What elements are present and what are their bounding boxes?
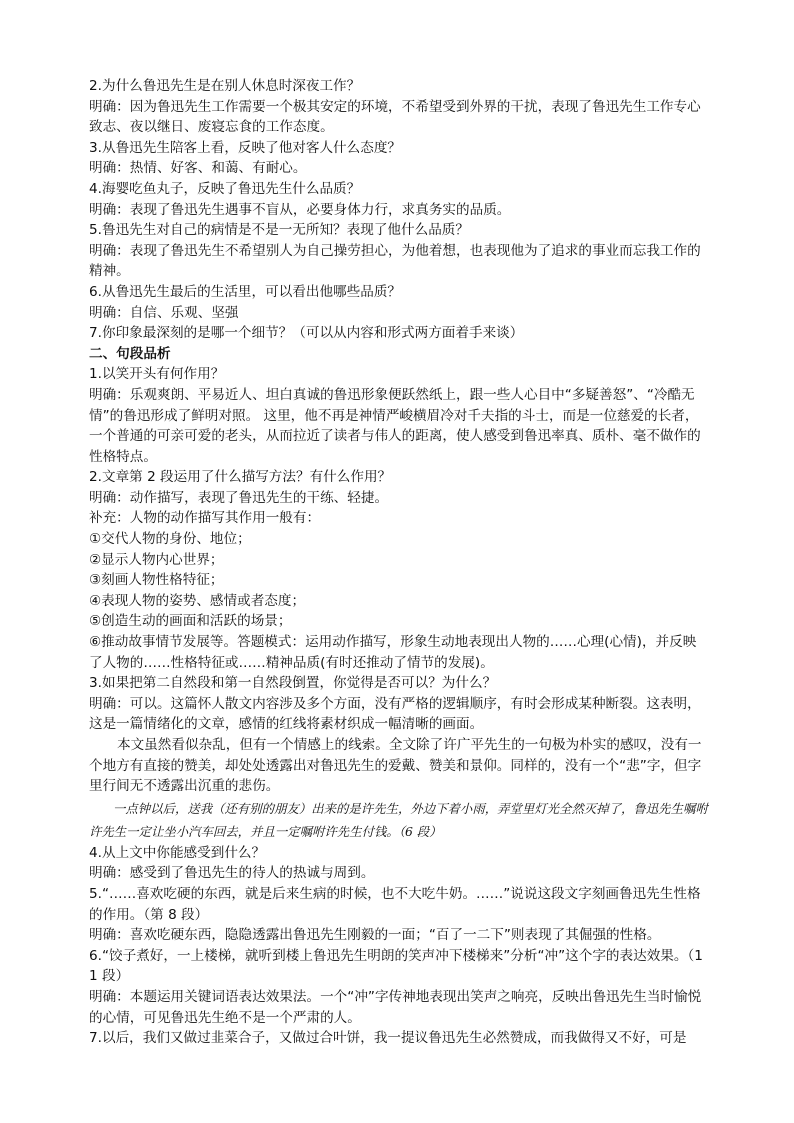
question-4: 4.海婴吃鱼丸子，反映了鲁迅先生什么品质？ <box>89 180 361 197</box>
question-6: 6.从鲁迅先生最后的生活里，可以看出他哪些品质？ <box>89 283 402 300</box>
analysis-question-7: 7.以后，我们又做过韭菜合子，又做过合叶饼，我一提议鲁迅先生必然赞成，而我做得又不好，可是 <box>89 1030 687 1047</box>
answer-3: 明确：热情、好客、和蔼、有耐心。 <box>89 160 307 177</box>
answer-5: 明确：表现了鲁迅先生不希望别人为自己操劳担心，为他着想，也表现他为了追求的事业而忘我工作的精神。 <box>89 242 701 280</box>
answer-2: 明确：因为鲁迅先生工作需要一个极其安定的环境，不希望受到外界的干扰，表现了鲁迅先生工作专心致志、夜以继日、废寝忘食的工作态度。 <box>89 98 701 136</box>
supplement-item-1: ①交代人物的身份、地位； <box>89 531 251 548</box>
question-7: 7.你印象最深刻的是哪一个细节？（可以从内容和形式两方面着手来谈） <box>89 325 524 342</box>
supplement-item-5: ⑤创造生动的画面和活跃的场景； <box>89 613 292 630</box>
question-5: 5.鲁迅先生对自己的病情是不是一无所知？表现了他什么品质？ <box>89 222 469 239</box>
supplement-item-2: ②显示人物内心世界； <box>89 551 224 568</box>
analysis-answer-2: 明确：动作描写，表现了鲁迅先生的干练、轻捷。 <box>89 489 389 506</box>
supplement-item-6: ⑥推动故事情节发展等。答题模式：运用动作描写，形象生动地表现出人物的……心理(心情)，并反映了人物的……性格特征或……精神品质(有时还推动了情节的发展)。 <box>89 634 697 671</box>
analysis-answer-5: 明确：喜欢吃硬东西，隐隐透露出鲁迅先生刚毅的一面；“百了一二下”则表现了其倔强的性格。 <box>89 927 661 944</box>
analysis-question-6: 6.“饺子煮好，一上楼梯，就听到楼上鲁迅先生明朗的笑声冲下楼梯来”分析“冲”这个字的表达效果。（11 段） <box>89 947 703 985</box>
supplement-item-3: ③刻画人物性格特征； <box>89 572 224 589</box>
analysis-answer-1: 明确：乐观爽朗、平易近人、坦白真诚的鲁迅形象便跃然纸上，跟一些人心目中“多疑善怒”、“冷酷无情”的鲁迅形成了鲜明对照。 这里，他不再是神情严峻横眉冷对千夫指的斗士，而是一位慈爱的长者，一个普通的可亲可爱的老头，从而拉近了读者与伟人的距离，使人感受到鲁迅率真、质朴、毫不做作的性格特点。 <box>89 386 701 465</box>
analysis-question-4: 4.从上文中你能感受到什么？ <box>89 844 266 861</box>
question-2: 2.为什么鲁迅先生是在别人休息时深夜工作？ <box>89 78 361 94</box>
supplement-intro: 补充：人物的动作描写其作用一般有： <box>89 510 321 527</box>
question-3: 3.从鲁迅先生陪客上看，反映了他对客人什么态度？ <box>89 139 402 156</box>
analysis-question-5: 5.“……喜欢吃硬的东西，就是后来生病的时候，也不大吃牛奶。……”说说这段文字刻画鲁迅先生性格的作用。（第 8 段） <box>89 885 701 923</box>
analysis-paragraph: 本文虽然看似杂乱，但有一个情感上的线索。全文除了许广平先生的一句极为朴实的感叹，没有一个地方有直接的赞美，却处处透露出对鲁迅先生的爱戴、赞美和景仰。同样的，没有一个“悲”字，但字里行间无不透露出沉重的悲伤。 <box>89 737 702 795</box>
answer-4: 明确：表现了鲁迅先生遇事不盲从，必要身体力行，求真务实的品质。 <box>89 201 511 218</box>
document-page <box>89 76 709 1049</box>
supplement-item-4: ④表现人物的姿势、感情或者态度； <box>89 592 306 609</box>
analysis-question-3: 3.如果把第二自然段和第一自然段倒置，你觉得是否可以？为什么？ <box>89 675 497 692</box>
analysis-question-1: 1.以笑开头有何作用？ <box>89 366 225 383</box>
section-heading: 二、句段品析 <box>89 345 171 362</box>
analysis-answer-3: 明确：可以。这篇怀人散文内容涉及多个方面，没有严格的逻辑顺序，有时会形成某种断裂。这表明，这是一篇情绪化的文章，感情的红线将素材织成一幅清晰的画面。 <box>89 695 701 733</box>
answer-6: 明确：自信、乐观、坚强 <box>89 304 239 321</box>
analysis-answer-6: 明确：本题运用关键词语表达效果法。一个“冲”字传神地表现出笑声之响亮，反映出鲁迅先生当时愉悦的心情，可见鲁迅先生绝不是一个严肃的人。 <box>89 988 702 1026</box>
analysis-answer-4: 明确：感受到了鲁迅先生的待人的热诚与周到。 <box>89 865 375 882</box>
analysis-question-2: 2.文章第 2 段运用了什么描写方法？有什么作用？ <box>89 469 392 486</box>
quoted-passage: 一点钟以后，送我（还有别的朋友）出来的是许先生，外边下着小雨，弄堂里灯光全然灭掉了，鲁迅先生嘱咐许先生一定让坐小汽车回去，并且一定嘱咐许先生付钱。（6 段） <box>89 800 708 839</box>
